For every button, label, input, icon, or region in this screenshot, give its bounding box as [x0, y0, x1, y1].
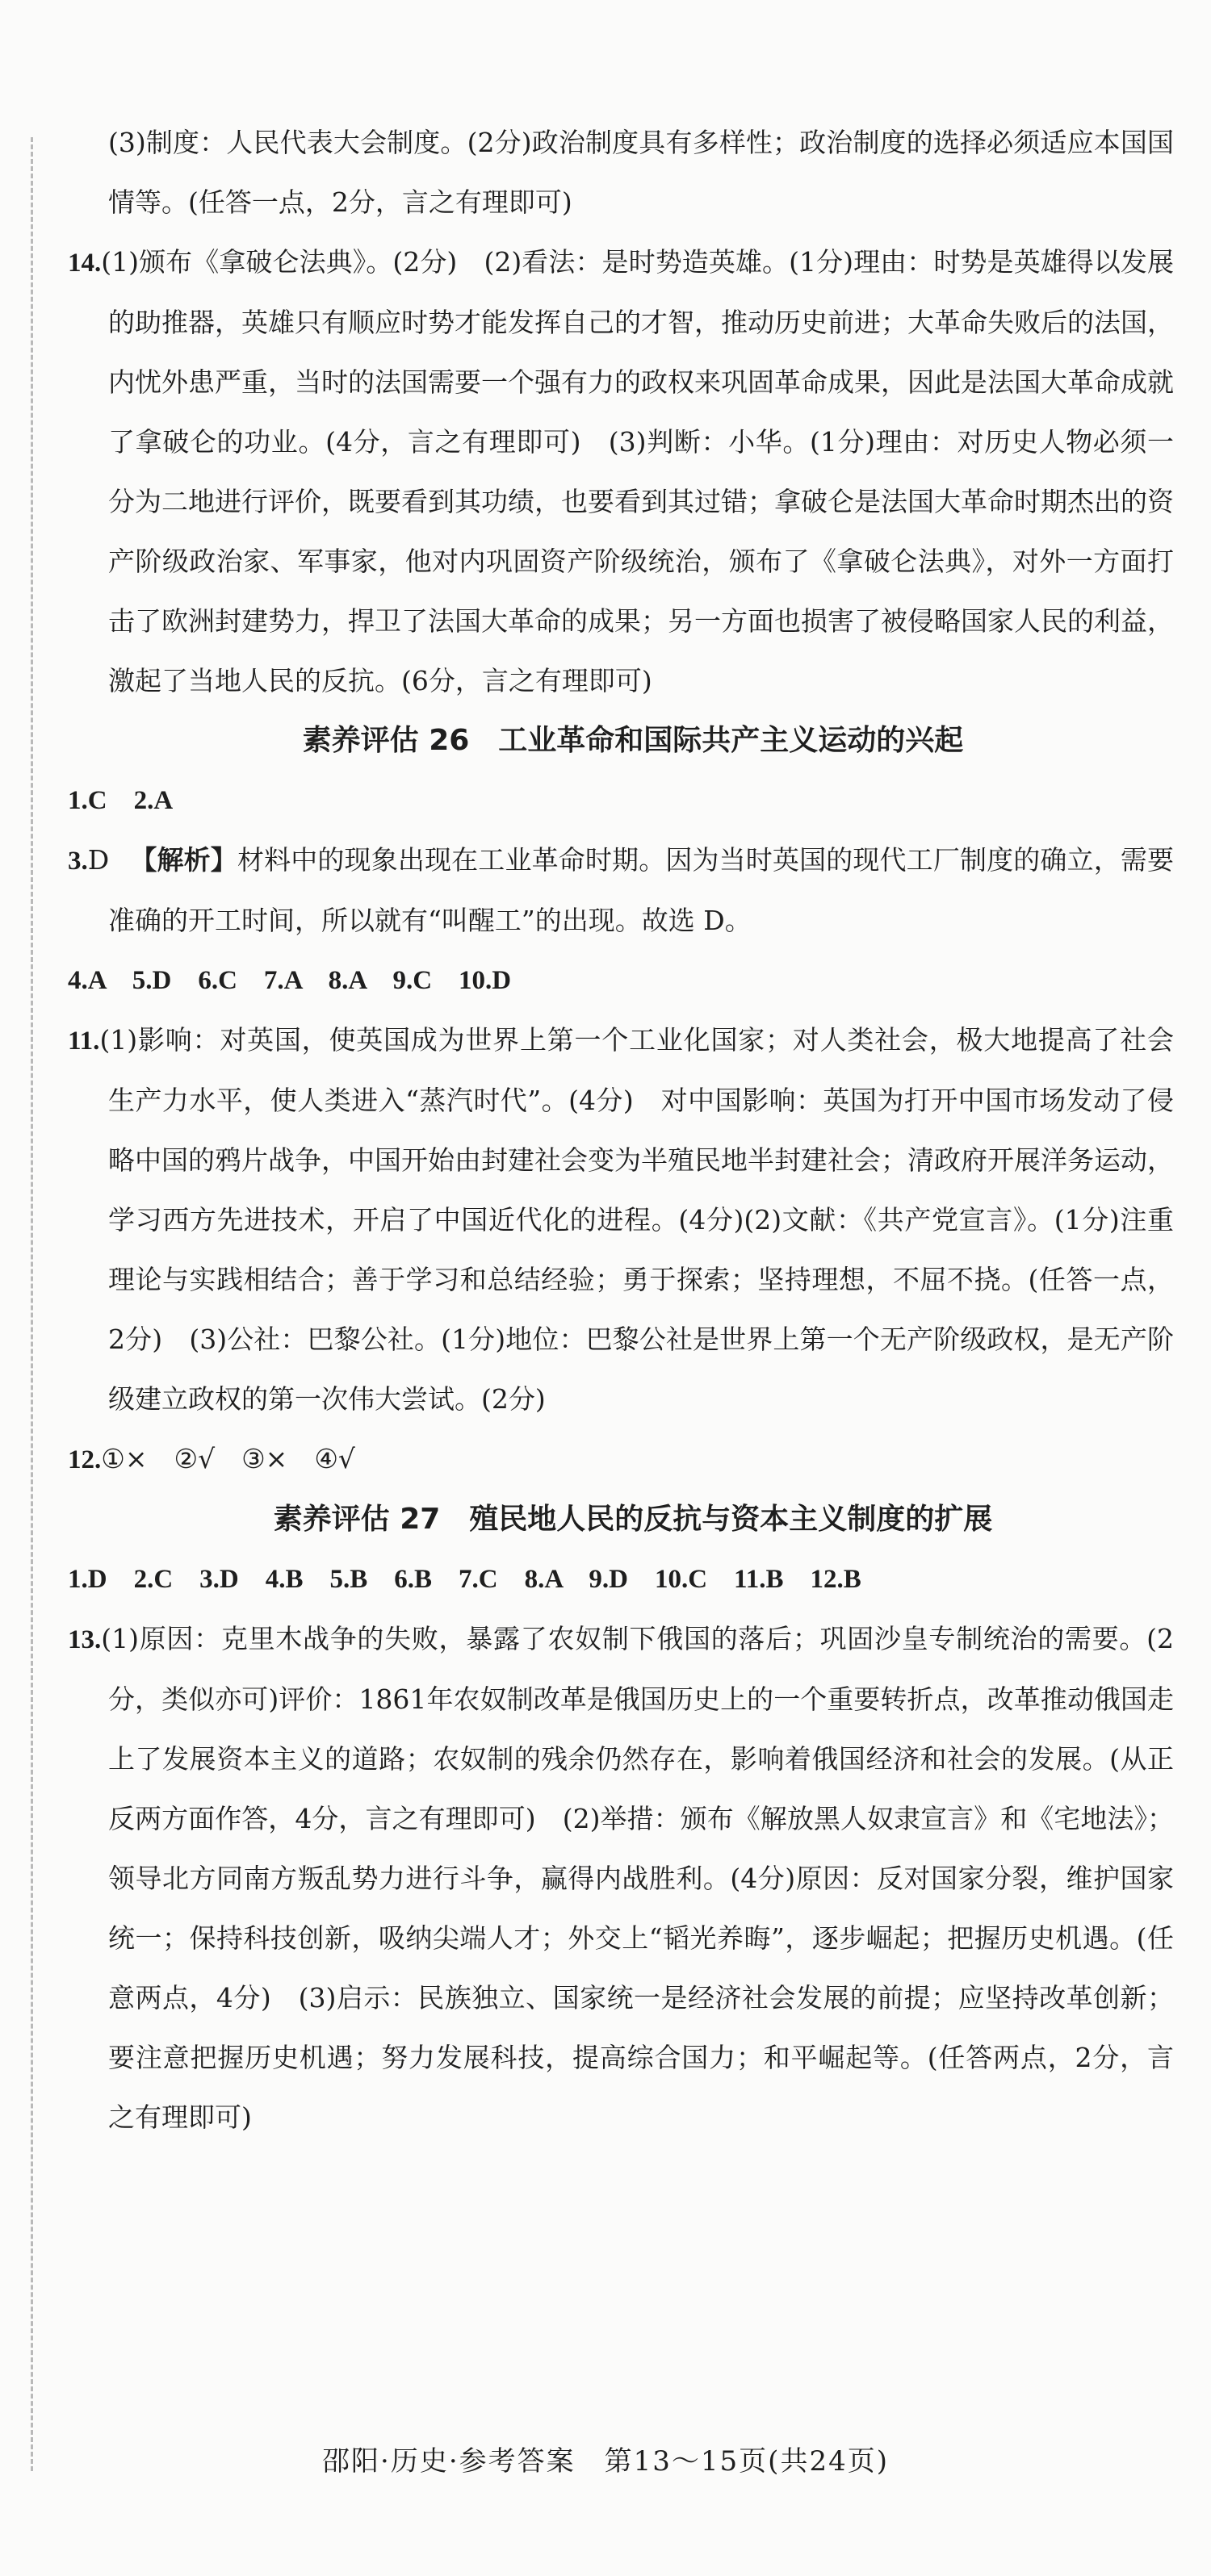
binding-margin-rule: [31, 137, 33, 2471]
answer-13: [68, 1609, 1174, 2147]
answer-text: ①× ②√ ③× ④√: [101, 1443, 355, 1474]
section-heading-26: 素养评估 26 工业革命和国际共产主义运动的兴起: [302, 724, 964, 757]
answer-14: [68, 232, 1174, 711]
page-footer: 邵阳·历史·参考答案 第13～15页(共24页): [322, 2445, 889, 2478]
answer-text: 材料中的现象出现在工业革命时期。因为当时英国的现代工厂制度的确立，需要准确的开工时间，所以就有“叫醒工”的出现。故选 D。: [108, 844, 1175, 936]
answer-text: (1)颁布《拿破仑法典》。(2分) (2)看法：是时势造英雄。(1分)理由：时势是英雄得以发展的助推器，英雄只有顺应时势才能发挥自己的才智，推动历史前进；大革命失败后的法国，内忧外患严重，当时的法国需要一个强有力的政权来巩固革命成果，因此是法国大革命成就了拿破仑的功业。(4分，言之有理即可) (3)判断：小华。(1分)理由：对历史人物必须一分为二地进行评价，既要看到其功绩，也要看到其过错；拿破仑是法国大革命时期杰出的资产阶级政治家、军事家，他对内巩固资产阶级统治，颁布了《拿破仑法典》，对外一方面打击了欧洲封建势力，捍卫了法国大革命的成果；另一方面也损害了被侵略国家人民的利益，激起了当地人民的反抗。(6分，言之有理即可): [101, 246, 1174, 696]
question-number: 11.: [68, 1027, 100, 1056]
answer-1-2: 1.C 2.A: [68, 786, 174, 815]
question-number: 12.: [68, 1445, 102, 1474]
answer-content: [68, 113, 1174, 2147]
answer-13-part3: (3)制度：人民代表大会制度。(2分)政治制度具有多样性；政治制度的选择必须适应本国国情等。(任答一点，2分，言之有理即可): [108, 127, 1174, 218]
answer-11: [68, 1010, 1174, 1429]
answer-1-12: 1.D 2.C 3.D 4.B 5.B 6.B 7.C 8.A 9.D 10.C 11.B 12.B: [68, 1565, 861, 1594]
question-number: 13.: [68, 1625, 102, 1654]
analysis-tag: 【解析】: [130, 844, 237, 876]
answer-text: (1)影响：对英国，使英国成为世界上第一个工业化国家；对人类社会，极大地提高了社会生产力水平，使人类进入“蒸汽时代”。(4分) 对中国影响：英国为打开中国市场发动了侵略中国的鸦片战争，中国开始由封建社会变为半殖民地半封建社会；清政府开展洋务运动，学习西方先进技术，开启了中国近代化的进程。(4分): [99, 1024, 1174, 1236]
answer-letter: D: [87, 844, 110, 876]
answer-4-10: 4.A 5.D 6.C 7.A 8.A 9.C 10.D: [68, 966, 512, 995]
answer-text: (1)原因：克里木战争的失败，暴露了农奴制下俄国的落后；巩固沙皇专制统治的需要。(2分，类似亦可)评价：1861年农奴制改革是俄国历史上的一个重要转折点，改革推动俄国走上了发展资本主义的道路；农奴制的残余仍然存在，影响着俄国经济和社会的发展。(从正反两方面作答，4分，言之有理即可) (2)举措：颁布《解放黑人奴隶宣言》和《宅地法》；领导北方同南方叛乱势力进行斗争，赢得内战胜利。(4分)原因：反对国家分裂，维护国家统一；保持科技创新，吸纳尖端人才；外交上“韬光养晦”，逐步崛起；把握历史机遇。(任意两点，4分) (3)启示：民族独立、国家统一是经济社会发展的前提；应坚持改革创新；要注意把握历史机遇；努力发展科技，提高综合国力；和平崛起等。(任答两点，2分，言之有理即可): [101, 1623, 1174, 2133]
answer-12: [68, 1429, 1174, 1490]
question-number: 14.: [68, 249, 102, 278]
answer-3: [68, 830, 1174, 951]
answer-text-2: (2)文献：《共产党宣言》。(1分)注重理论与实践相结合；善于学习和总结经验；勇于探索；坚持理想，不屈不挠。(任答一点，2分) (3)公社：巴黎公社。(1分)地位：巴黎公社是世界上第一个无产阶级政权，是无产阶级建立政权的第一次伟大尝试。(2分): [108, 1204, 1174, 1415]
question-number: 3.: [68, 847, 88, 876]
section-heading-27: 素养评估 27 殖民地人民的反抗与资本主义制度的扩展: [273, 1503, 993, 1536]
